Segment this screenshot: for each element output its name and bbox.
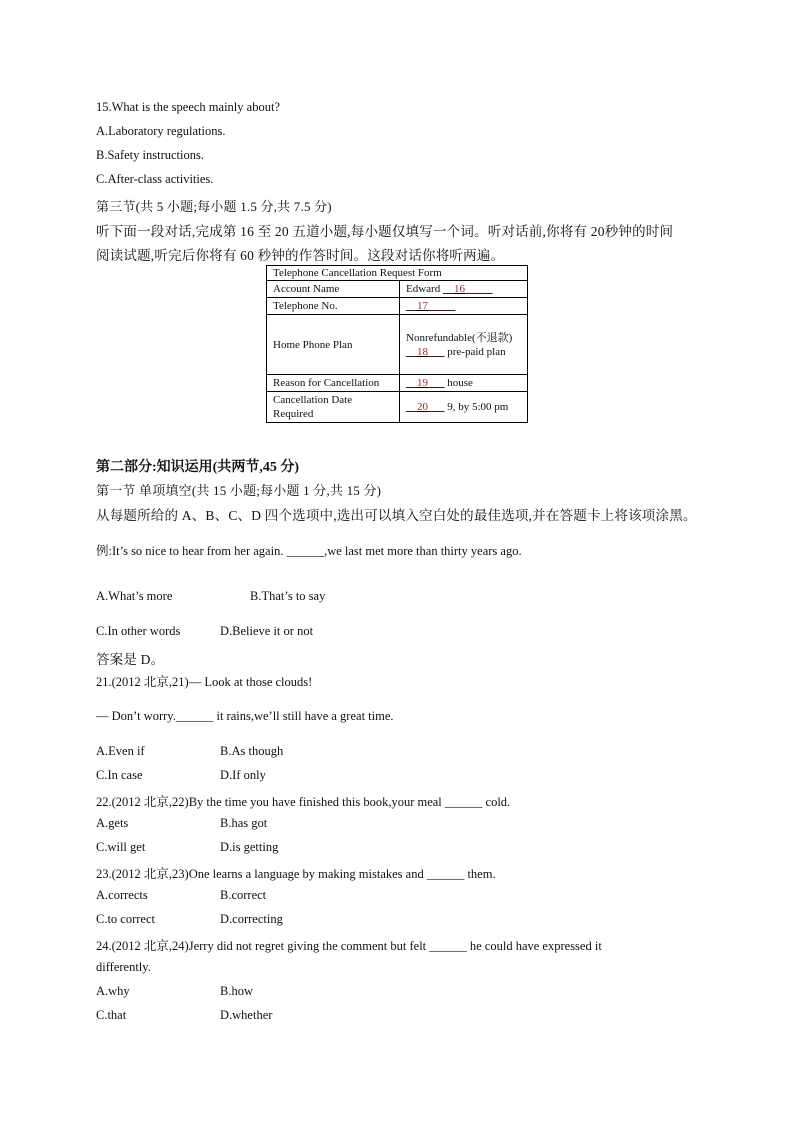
q23-option-b: B.correct [220, 888, 267, 902]
form-suffix: 9, by 5:00 pm [444, 401, 509, 413]
q21-option-b: B.As though [220, 744, 284, 758]
form-value [400, 375, 528, 392]
form-value [400, 298, 528, 315]
form-label: Reason for Cancellation [267, 375, 400, 392]
form-row-account-name [267, 281, 528, 298]
part-2-instructions: 从每题所给的 A、B、C、D 四个选项中,选出可以填入空白处的最佳选项,并在答题卡上将该项涂黑。 [96, 508, 697, 523]
question-23-text: 23.(2012 北京,23)One learns a language by making mistakes and ______ them. [96, 867, 496, 881]
form-label: Telephone No. [267, 298, 400, 315]
q23-option-a: A.corrects [96, 888, 148, 902]
form-row-reason [267, 375, 528, 392]
form-value [400, 281, 528, 298]
form-title: Telephone Cancellation Request Form [267, 266, 528, 281]
q22-option-c: C.will get [96, 840, 146, 854]
form-label: Home Phone Plan [267, 315, 400, 375]
example-answer: 答案是 D。 [96, 652, 165, 667]
example-option-a: A.What’s more [96, 589, 173, 603]
q15-option-b: B.Safety instructions. [96, 148, 204, 162]
q23-option-c: C.to correct [96, 912, 156, 926]
form-suffix: house [444, 377, 473, 389]
question-21-line-2: — Don’t worry.______ it rains,we’ll still have a great time. [96, 709, 394, 723]
q21-option-d: D.If only [220, 768, 266, 782]
question-24-line-2: differently. [96, 960, 151, 974]
section-3-header: 第三节(共 5 小题;每小题 1.5 分,共 7.5 分) [96, 199, 332, 214]
example-question: 例:It’s so nice to hear from her again. ______,we last met more than thirty years ago. [96, 544, 522, 558]
form-value [400, 315, 528, 375]
form-prefix: Edward [406, 283, 443, 295]
question-21-line-1: 21.(2012 北京,21)— Look at those clouds! [96, 675, 313, 689]
form-label: Cancellation Date Required [267, 392, 400, 423]
part-2-section-1-header: 第一节 单项填空(共 15 小题;每小题 1 分,共 15 分) [96, 483, 382, 498]
form-prefix: Nonrefundable(不退款) [406, 331, 513, 344]
listening-instructions-line-2: 阅读试题,听完后你将有 60 秒钟的作答时间。这段对话你将听两遍。 [96, 248, 505, 263]
part-2-title: 第二部分:知识运用(共两节,45 分) [96, 460, 299, 475]
example-option-d: D.Believe it or not [220, 624, 314, 638]
q22-option-a: A.gets [96, 816, 129, 830]
form-suffix: pre-paid plan [444, 345, 506, 358]
q15-option-c: C.After-class activities. [96, 172, 214, 186]
example-option-b: B.That’s to say [250, 589, 326, 603]
listening-instructions-line-1: 听下面一段对话,完成第 16 至 20 五道小题,每小题仅填写一个词。听对话前,你将有 20秒钟的时间 [96, 224, 674, 239]
blank-18: __18___ [406, 345, 445, 358]
q21-option-a: A.Even if [96, 744, 145, 758]
form-row-cancellation-date [267, 392, 528, 423]
q24-option-d: D.whether [220, 1008, 273, 1022]
form-row-home-phone-plan [267, 315, 528, 375]
form-row-telephone [267, 298, 528, 315]
q21-option-c: C.In case [96, 768, 143, 782]
telephone-cancellation-form [266, 265, 528, 423]
q23-option-d: D.correcting [220, 912, 283, 926]
q15-option-a: A.Laboratory regulations. [96, 124, 226, 138]
question-24-line-1: 24.(2012 北京,24)Jerry did not regret giving the comment but felt ______ he could have expressed it [96, 939, 602, 953]
blank-19: __19___ [406, 377, 445, 389]
blank-20: __20___ [406, 401, 445, 413]
q24-option-a: A.why [96, 984, 130, 998]
blank-17: __17_____ [406, 300, 456, 312]
example-option-c: C.In other words [96, 624, 181, 638]
form-label: Account Name [267, 281, 400, 298]
blank-16: __16_____ [442, 283, 493, 295]
question-15-text: 15.What is the speech mainly about? [96, 100, 280, 114]
q22-option-b: B.has got [220, 816, 268, 830]
q24-option-b: B.how [220, 984, 253, 998]
q22-option-d: D.is getting [220, 840, 279, 854]
q24-option-c: C.that [96, 1008, 127, 1022]
form-value [400, 392, 528, 423]
question-22-text: 22.(2012 北京,22)By the time you have finished this book,your meal ______ cold. [96, 795, 511, 809]
